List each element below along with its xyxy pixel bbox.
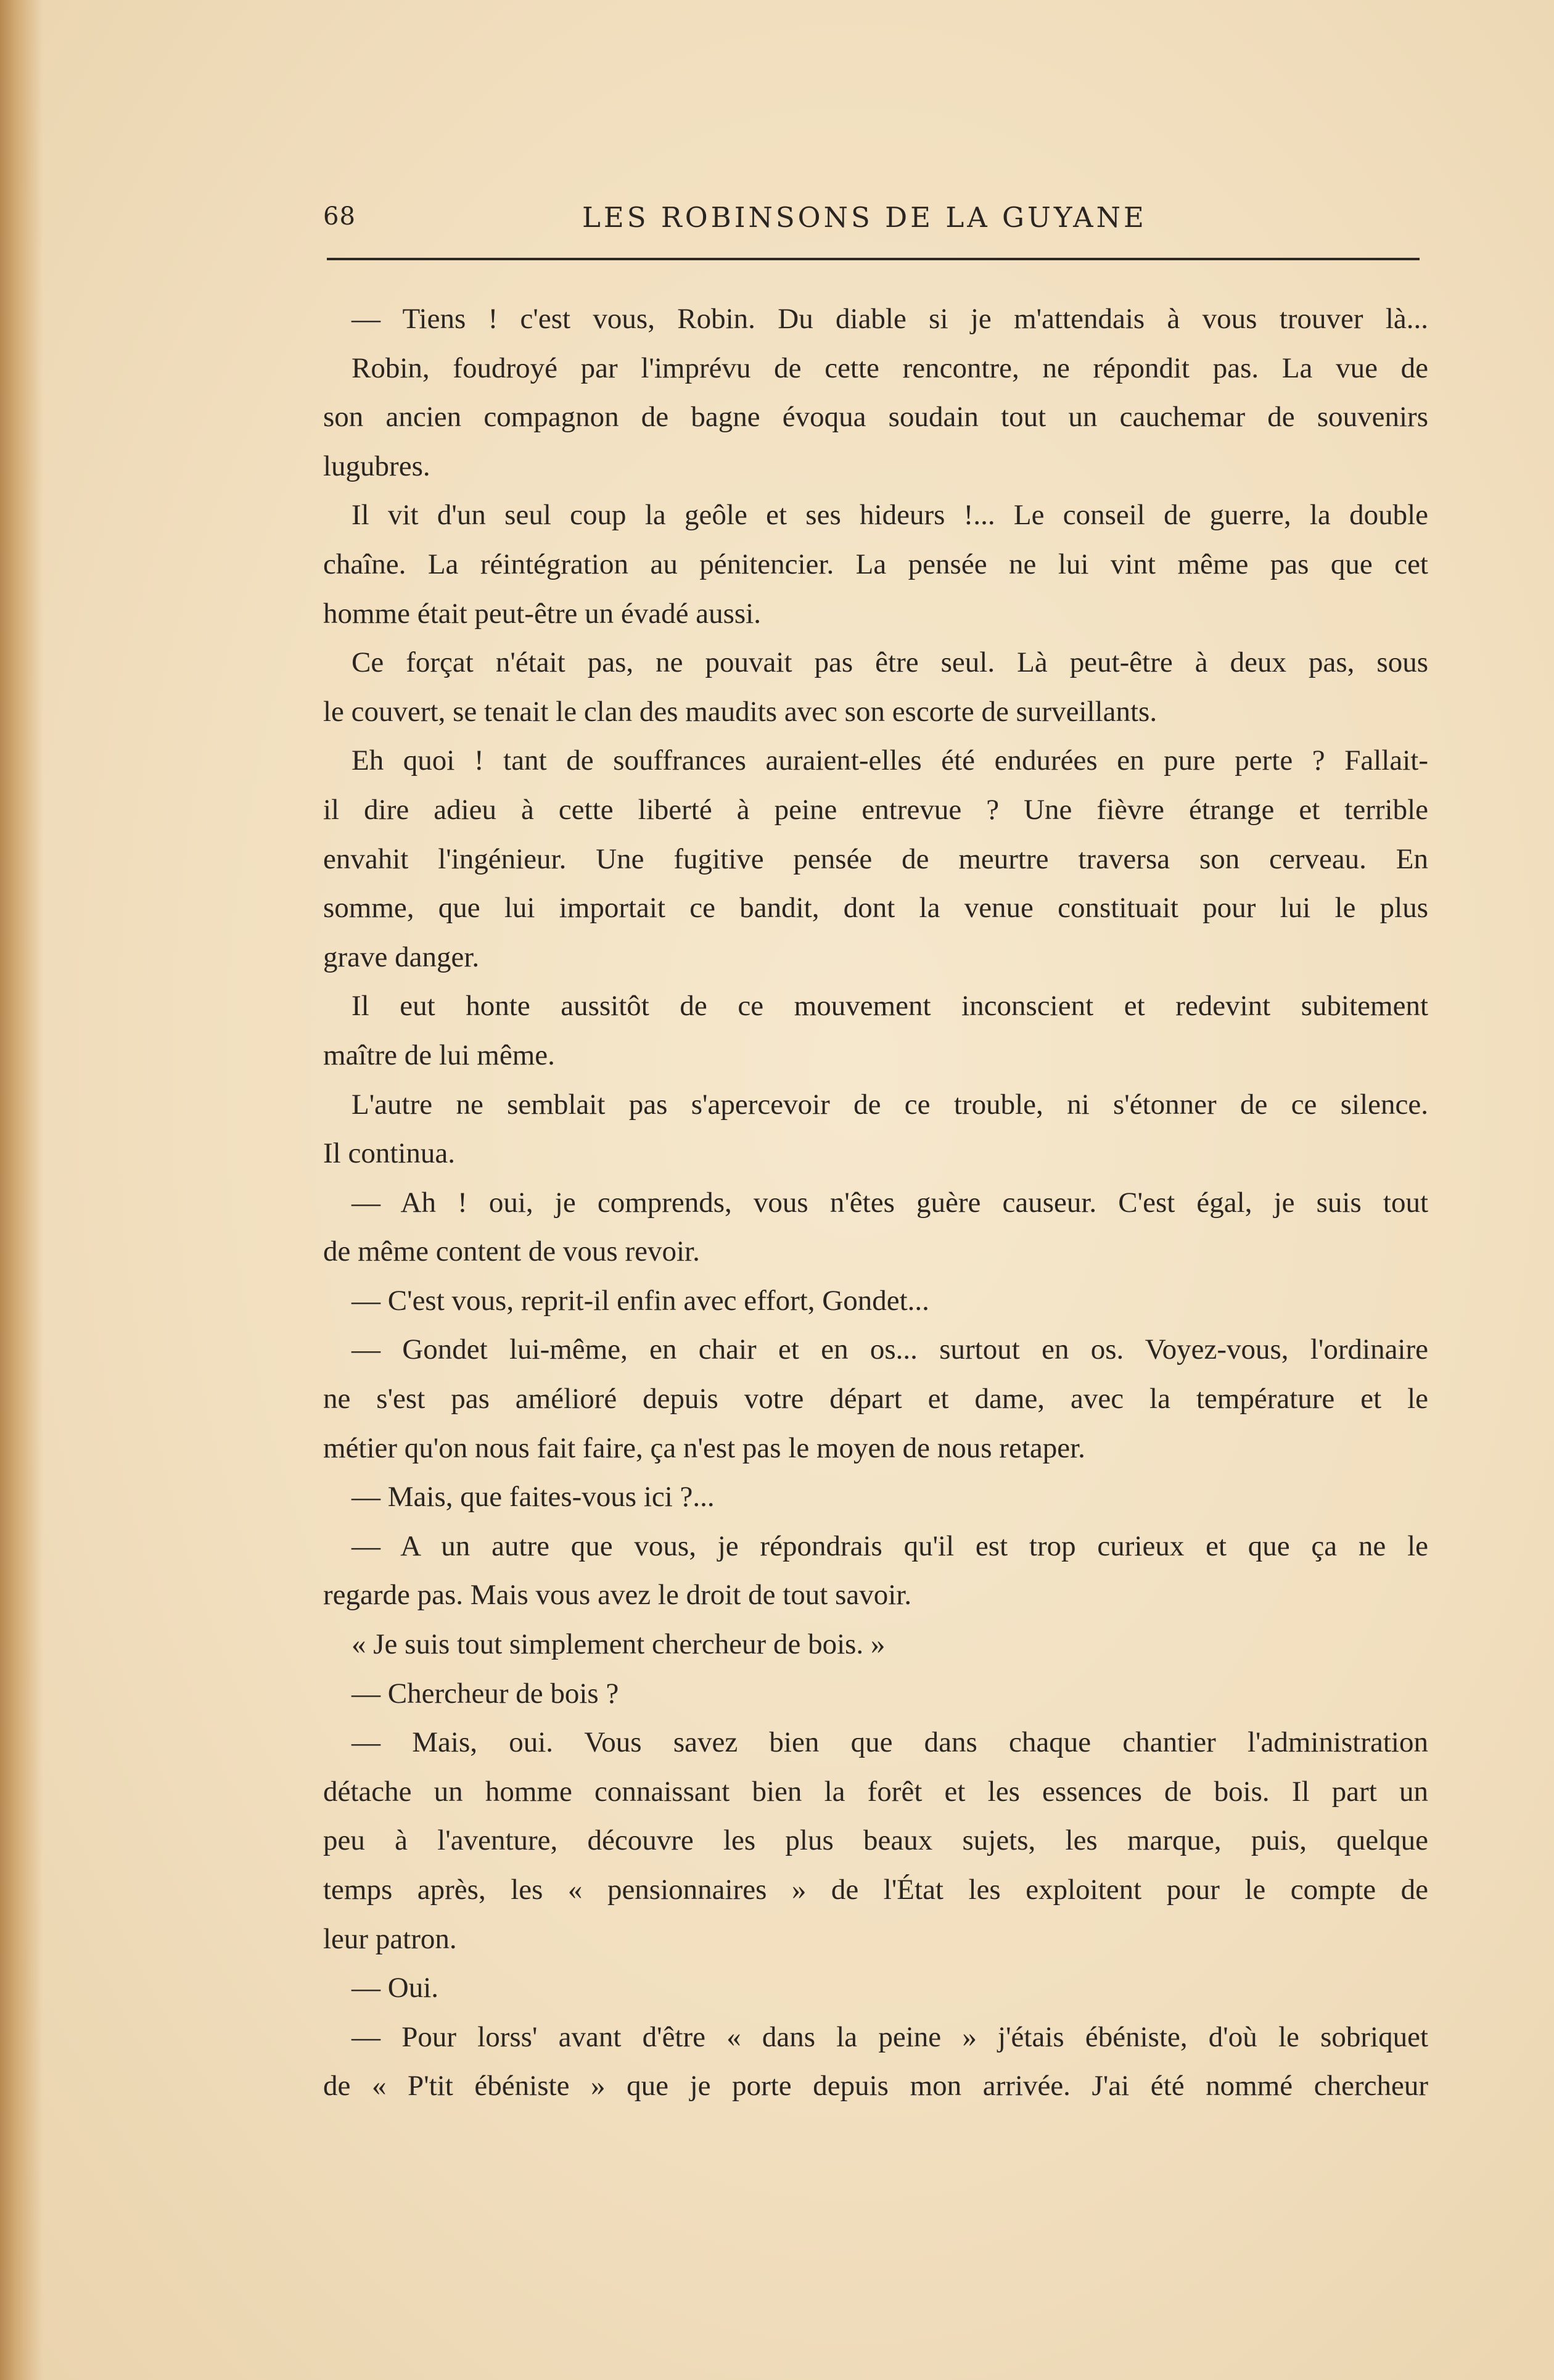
text-line: de « P'tit ébéniste » que je porte depuis mon arrivée. J'ai été nommé chercheur — [323, 2070, 1428, 2102]
text-line: — C'est vous, reprit-il enfin avec effort, Gondet... — [352, 1284, 929, 1317]
text-line: Robin, foudroyé par l'imprévu de cette rencontre, ne répondit pas. La vue de — [352, 352, 1428, 384]
text-line: Il vit d'un seul coup la geôle et ses hideurs !... Le conseil de guerre, la double — [352, 499, 1428, 532]
text-line: — Gondet lui-même, en chair et en os... surtout en os. Voyez-vous, l'ordinaire — [352, 1333, 1428, 1366]
text-line: — Mais, que faites-vous ici ?... — [352, 1481, 715, 1513]
text-line: peu à l'aventure, découvre les plus beaux sujets, les marque, puis, quelque — [323, 1824, 1428, 1857]
text-line: — A un autre que vous, je répondrais qu'il est trop curieux et que ça ne le — [352, 1530, 1428, 1562]
text-line: — Pour lorss' avant d'être « dans la peine » j'étais ébéniste, d'où le sobriquet — [352, 2020, 1428, 2053]
text-line: son ancien compagnon de bagne évoqua soudain tout un cauchemar de souvenirs — [323, 401, 1428, 434]
text-line: chaîne. La réintégration au pénitencier. La pensée ne lui vint même pas que cet — [323, 548, 1428, 580]
body-text — [323, 295, 1428, 2111]
text-line: temps après, les « pensionnaires » de l'État les exploitent pour le compte de — [323, 1874, 1428, 1906]
text-line: il dire adieu à cette liberté à peine entrevue ? Une fièvre étrange et terrible — [323, 793, 1428, 826]
text-line: lugubres. — [323, 450, 430, 482]
page-number: 68 — [323, 202, 356, 231]
page-header — [323, 197, 1421, 241]
text-line: Il continua. — [323, 1137, 456, 1170]
text-line: Ce forçat n'était pas, ne pouvait pas être seul. Là peut-être à deux pas, sous — [352, 646, 1428, 679]
header-rule — [327, 258, 1420, 260]
text-line: L'autre ne semblait pas s'apercevoir de ce trouble, ni s'étonner de ce silence. — [352, 1088, 1428, 1121]
text-line: somme, que lui importait ce bandit, dont la venue constituait pour lui le plus — [323, 892, 1428, 924]
running-title: LES ROBINSONS DE LA GUYANE — [582, 201, 1147, 234]
text-line: de même content de vous revoir. — [323, 1235, 700, 1268]
text-line: « Je suis tout simplement chercheur de bois. » — [352, 1628, 886, 1661]
text-line: Eh quoi ! tant de souffrances auraient-elles été endurées en pure perte ? Fallait- — [352, 744, 1428, 777]
text-line: — Tiens ! c'est vous, Robin. Du diable si je m'attendais à vous trouver là... — [352, 303, 1428, 335]
text-line: métier qu'on nous fait faire, ça n'est pas le moyen de nous retaper. — [323, 1431, 1085, 1464]
text-line: — Oui. — [352, 1972, 438, 2004]
text-line: regarde pas. Mais vous avez le droit de tout savoir. — [323, 1579, 912, 1612]
text-line: — Mais, oui. Vous savez bien que dans chaque chantier l'administration — [352, 1726, 1428, 1759]
text-line: maître de lui même. — [323, 1039, 555, 1071]
text-line: grave danger. — [323, 941, 480, 973]
text-line: leur patron. — [323, 1922, 457, 1955]
text-line: homme était peut-être un évadé aussi. — [323, 597, 761, 630]
text-line: détache un homme connaissant bien la forêt et les essences de bois. Il part un — [323, 1775, 1428, 1808]
text-line: Il eut honte aussitôt de ce mouvement inconscient et redevint subitement — [352, 990, 1428, 1023]
binding-edge — [0, 0, 43, 2380]
text-line: envahit l'ingénieur. Une fugitive pensée de meurtre traversa son cerveau. En — [323, 842, 1428, 875]
text-line: — Ah ! oui, je comprends, vous n'êtes guère causeur. C'est égal, je suis tout — [352, 1186, 1428, 1219]
text-line: — Chercheur de bois ? — [352, 1677, 619, 1710]
text-line: le couvert, se tenait le clan des maudits avec son escorte de surveillants. — [323, 695, 1157, 728]
text-line: ne s'est pas amélioré depuis votre départ et dame, avec la température et le — [323, 1383, 1428, 1415]
